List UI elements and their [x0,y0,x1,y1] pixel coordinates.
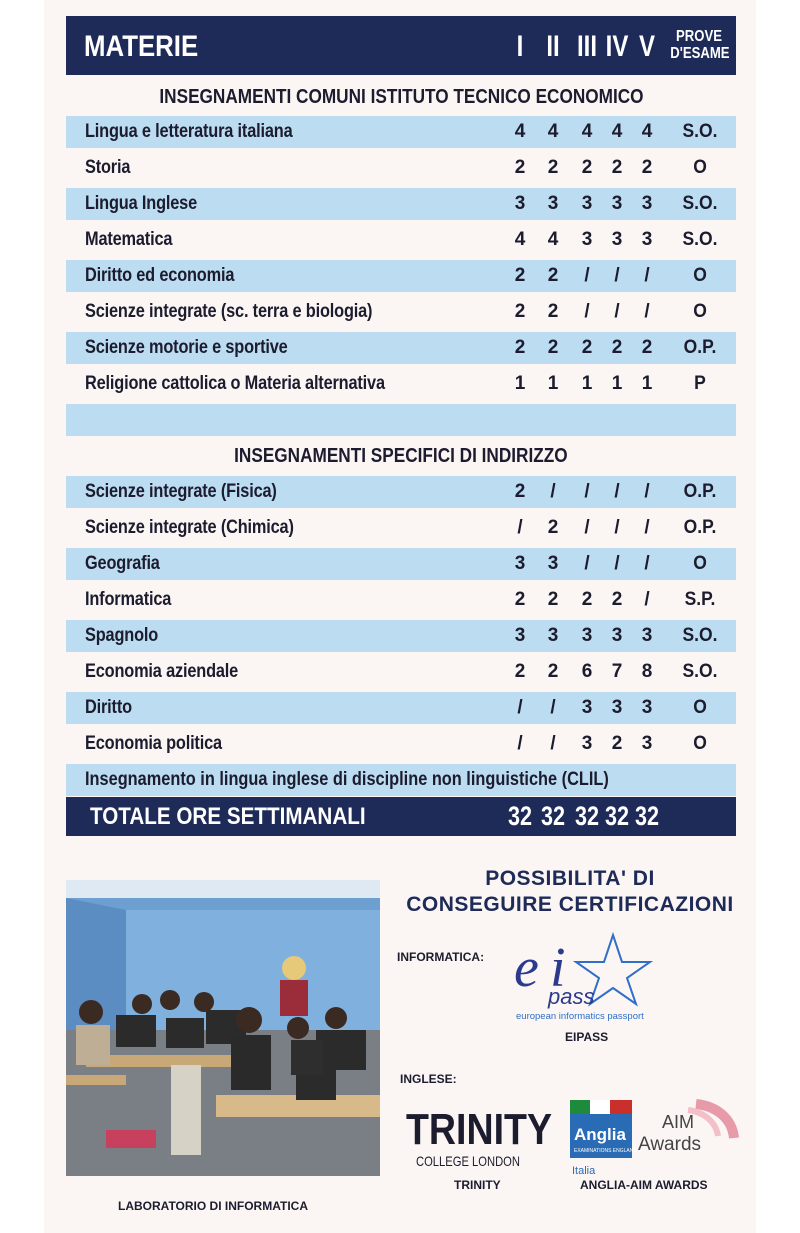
exam-type: O [693,265,707,286]
header-col-4: IV [605,30,629,63]
hours-year-4: / [614,481,620,502]
hours-year-4: 1 [611,373,623,394]
hours-year-4: 3 [611,229,623,250]
hours-year-1: 2 [514,661,526,682]
subject-name: Economia politica [85,733,222,754]
hours-year-4: 7 [611,661,623,682]
trinity-sub: COLLEGE LONDON [416,1153,520,1169]
subject-name: Storia [85,157,131,178]
table-row [66,548,736,580]
subject-name: Scienze integrate (Fisica) [85,481,277,502]
subject-name: Diritto [85,697,132,718]
trinity-caption: TRINITY [454,1178,501,1192]
exam-type: S.O. [682,229,718,250]
subject-name: Scienze motorie e sportive [85,337,288,358]
hours-year-2: 2 [547,301,559,322]
lab-photo-illustration [66,880,380,1176]
spacer-row [66,404,736,436]
table-row [66,728,736,760]
section-common-heading [66,82,736,112]
subject-name: Economia aziendale [85,661,239,682]
table-row [66,512,736,544]
exam-type: O.P. [683,337,717,358]
table-row [66,188,736,220]
lab-photo [66,880,380,1176]
table-row [66,620,736,652]
table-header [66,16,736,75]
section-specific-text: INSEGNAMENTI SPECIFICI DI INDIRIZZO [234,445,568,467]
exam-type: O [693,553,707,574]
hours-year-1: / [517,517,523,538]
hours-year-2: 2 [547,337,559,358]
table-row [66,368,736,400]
subject-name: Scienze integrate (Chimica) [85,517,294,538]
hours-year-5: 3 [641,193,653,214]
total-row [66,797,736,836]
total-value-3: 32 [574,801,600,831]
header-exam-line1: PROVE [676,28,722,45]
aim-word: AIM [662,1112,695,1132]
hours-year-2: / [550,697,556,718]
table-row [66,584,736,616]
table-row [66,656,736,688]
hours-year-2: 1 [547,373,559,394]
exam-type: O.P. [683,517,717,538]
table-row [66,260,736,292]
hours-year-5: 3 [641,697,653,718]
hours-year-3: 3 [581,625,593,646]
total-value-4: 32 [604,801,630,831]
hours-year-2: 3 [547,625,559,646]
subject-name: Informatica [85,589,172,610]
hours-year-4: 2 [611,733,623,754]
exam-type: P [694,373,706,394]
eipass-logo [508,930,668,1024]
hours-year-1: 2 [514,589,526,610]
hours-year-1: / [517,697,523,718]
exam-type: S.O. [682,121,718,142]
exam-type: S.O. [682,193,718,214]
subject-name: Lingua Inglese [85,193,197,214]
total-value-1: 32 [507,801,533,831]
eipass-tagline: european informatics passport [516,1011,644,1022]
table-row [66,332,736,364]
hours-year-4: / [614,265,620,286]
subject-name: Religione cattolica o Materia alternativa [85,373,385,394]
header-col-5: V [638,30,655,63]
table-row [66,116,736,148]
hours-year-2: 2 [547,661,559,682]
hours-year-1: 3 [514,553,526,574]
hours-year-3: 2 [581,589,593,610]
hours-year-5: / [644,553,650,574]
hours-year-4: / [614,301,620,322]
hours-year-2: 3 [547,193,559,214]
exam-type: S.P. [684,589,716,610]
anglia-italia: Italia [572,1165,596,1177]
hours-year-2: 4 [547,229,559,250]
clil-text: Insegnamento in lingua inglese di discipline non linguistiche (CLIL) [85,769,609,790]
exam-type: S.O. [682,661,718,682]
hours-year-5: 3 [641,229,653,250]
hours-year-4: 2 [611,337,623,358]
hours-year-1: / [517,733,523,754]
lab-caption: LABORATORIO DI INFORMATICA [118,1199,308,1213]
cert-title [380,866,760,918]
hours-year-2: 2 [547,265,559,286]
hours-year-5: / [644,589,650,610]
hours-year-4: 3 [611,193,623,214]
hours-year-3: 3 [581,193,593,214]
exam-type: O [693,697,707,718]
hours-year-5: / [644,301,650,322]
svg-text:pass: pass [548,984,595,1009]
hours-year-5: 3 [641,625,653,646]
hours-year-3: 3 [581,697,593,718]
anglia-logo [568,1098,638,1178]
hours-year-1: 1 [514,373,526,394]
hours-year-2: / [550,481,556,502]
hours-year-5: 8 [641,661,653,682]
exam-type: O.P. [683,481,717,502]
subject-name: Spagnolo [85,625,159,646]
hours-year-3: 2 [581,157,593,178]
hours-year-1: 4 [514,121,526,142]
hours-year-4: 3 [611,625,623,646]
total-value-2: 32 [540,801,566,831]
hours-year-5: 3 [641,733,653,754]
header-col-1: I [516,30,524,63]
informatica-label: INFORMATICA: [397,950,485,964]
hours-year-5: 2 [641,337,653,358]
section-common-text: INSEGNAMENTI COMUNI ISTITUTO TECNICO ECONOMICO [158,86,644,108]
header-title: MATERIE [84,30,199,63]
subject-name: Matematica [85,229,173,250]
svg-text:i: i [550,937,566,999]
subject-name: Scienze integrate (sc. terra e biologia) [85,301,373,322]
eipass-caption: EIPASS [565,1030,609,1044]
hours-year-3: 1 [581,373,593,394]
hours-year-3: / [584,517,590,538]
hours-year-1: 2 [514,301,526,322]
hours-year-4: 4 [611,121,623,142]
exam-type: O [693,157,707,178]
hours-year-3: 4 [581,121,593,142]
hours-year-2: 4 [547,121,559,142]
hours-year-1: 2 [514,265,526,286]
hours-year-3: 2 [581,337,593,358]
hours-year-2: 2 [547,589,559,610]
svg-text:e: e [514,937,539,999]
anglia-word: Anglia [574,1125,626,1144]
table-row [66,476,736,508]
subject-name: Geografia [85,553,160,574]
header-col-2: II [546,30,560,63]
hours-year-3: / [584,481,590,502]
hours-year-4: / [614,553,620,574]
header-exam-col [670,28,730,62]
aim-awards-logo [636,1096,740,1166]
trinity-logo [404,1102,554,1174]
cert-title-line2: CONSEGUIRE CERTIFICAZIONI [406,893,734,916]
table-row [66,152,736,184]
cert-title-line1: POSSIBILITA' DI [485,867,655,890]
total-label: TOTALE ORE SETTIMANALI [90,803,366,830]
hours-year-5: 4 [641,121,653,142]
hours-year-1: 3 [514,625,526,646]
hours-year-5: / [644,481,650,502]
section-specific-heading [66,441,736,471]
hours-year-3: / [584,553,590,574]
hours-year-1: 2 [514,157,526,178]
hours-year-4: 3 [611,697,623,718]
trinity-word: TRINITY [406,1105,552,1154]
exam-type: O [693,301,707,322]
hours-year-2: 2 [547,517,559,538]
hours-year-2: 2 [547,157,559,178]
hours-year-4: 2 [611,589,623,610]
hours-year-3: 3 [581,733,593,754]
hours-year-5: / [644,517,650,538]
hours-year-4: / [614,517,620,538]
anglia-caption: ANGLIA-AIM AWARDS [580,1178,708,1192]
hours-year-5: 1 [641,373,653,394]
hours-year-3: 6 [581,661,593,682]
hours-year-5: 2 [641,157,653,178]
clil-row [66,764,736,796]
hours-year-3: 3 [581,229,593,250]
hours-year-2: 3 [547,553,559,574]
table-row [66,692,736,724]
exam-type: O [693,733,707,754]
table-row [66,296,736,328]
exam-type: S.O. [682,625,718,646]
header-exam-line2: D'ESAME [670,45,730,62]
hours-year-4: 2 [611,157,623,178]
subject-name: Diritto ed economia [85,265,235,286]
header-col-3: III [576,30,597,63]
table-row [66,224,736,256]
awards-word: Awards [638,1134,702,1155]
anglia-tiny: EXAMINATIONS ENGLAND [574,1148,637,1154]
hours-year-5: / [644,265,650,286]
hours-year-1: 4 [514,229,526,250]
subject-name: Lingua e letteratura italiana [85,121,293,142]
hours-year-3: / [584,301,590,322]
hours-year-2: / [550,733,556,754]
hours-year-3: / [584,265,590,286]
total-value-5: 32 [634,801,660,831]
inglese-label: INGLESE: [400,1072,457,1086]
curriculum-table [66,0,736,840]
hours-year-1: 3 [514,193,526,214]
hours-year-1: 2 [514,337,526,358]
hours-year-1: 2 [514,481,526,502]
